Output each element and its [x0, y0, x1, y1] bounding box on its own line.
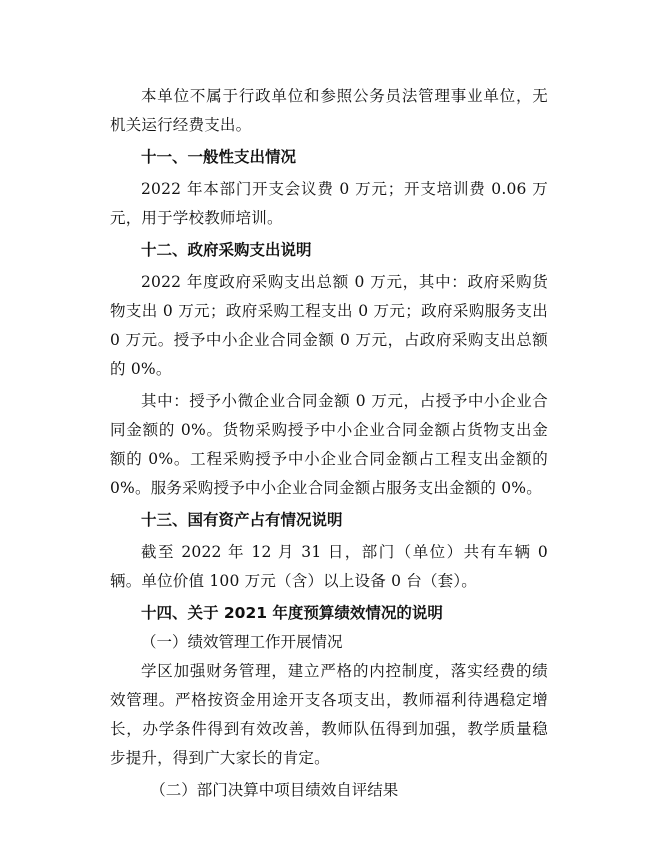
- paragraph-procurement-total: 2022 年度政府采购支出总额 0 万元，其中：政府采购货物支出 0 万元；政府采购工程支出 0 万元；政府采购服务支出 0 万元。授予中小企业合同金额 0 万元，占政府采购支出总额的 0%。: [110, 273, 548, 378]
- paragraph-state-assets: 截至 2022 年 12 月 31 日，部门（单位）共有车辆 0 辆。单位价值 100 万元（含）以上设备 0 台（套）。: [110, 543, 548, 590]
- paragraph-procurement-sme: 其中：授予小微企业合同金额 0 万元，占授予中小企业合同金额的 0%。货物采购授予中小企业合同金额占货物支出金额的 0%。工程采购授予中小企业合同金额占工程支出金额的 0%。服务采购授予中小企业合同金额占服务支出金额的 0%。: [110, 392, 548, 497]
- paragraph-no-operating-expense: 本单位不属于行政单位和参照公务员法管理事业单位，无机关运行经费支出。: [110, 87, 548, 134]
- subheading-performance-management: （一）绩效管理工作开展情况: [141, 633, 343, 651]
- paragraph-general-expenditure: 2022 年本部门开支会议费 0 万元；开支培训费 0.06 万元，用于学校教师培训。: [110, 180, 548, 227]
- heading-procurement: 十二、政府采购支出说明: [141, 241, 312, 259]
- document-page: [110, 82, 548, 805]
- heading-performance: 十四、关于 2021 年度预算绩效情况的说明: [141, 604, 443, 622]
- paragraph-performance-management: 学区加强财务管理，建立严格的内控制度，落实经费的绩效管理。严格按资金用途开支各项支出，教师福利待遇稳定增长，办学条件得到有效改善，教师队伍得到加强，教学质量稳步提升，得到广大家长的肯定。: [110, 662, 548, 767]
- heading-general-expenditure: 十一、一般性支出情况: [141, 148, 297, 166]
- heading-state-assets: 十三、国有资产占有情况说明: [141, 511, 343, 529]
- subheading-self-evaluation: （二）部门决算中项目绩效自评结果: [150, 781, 399, 799]
